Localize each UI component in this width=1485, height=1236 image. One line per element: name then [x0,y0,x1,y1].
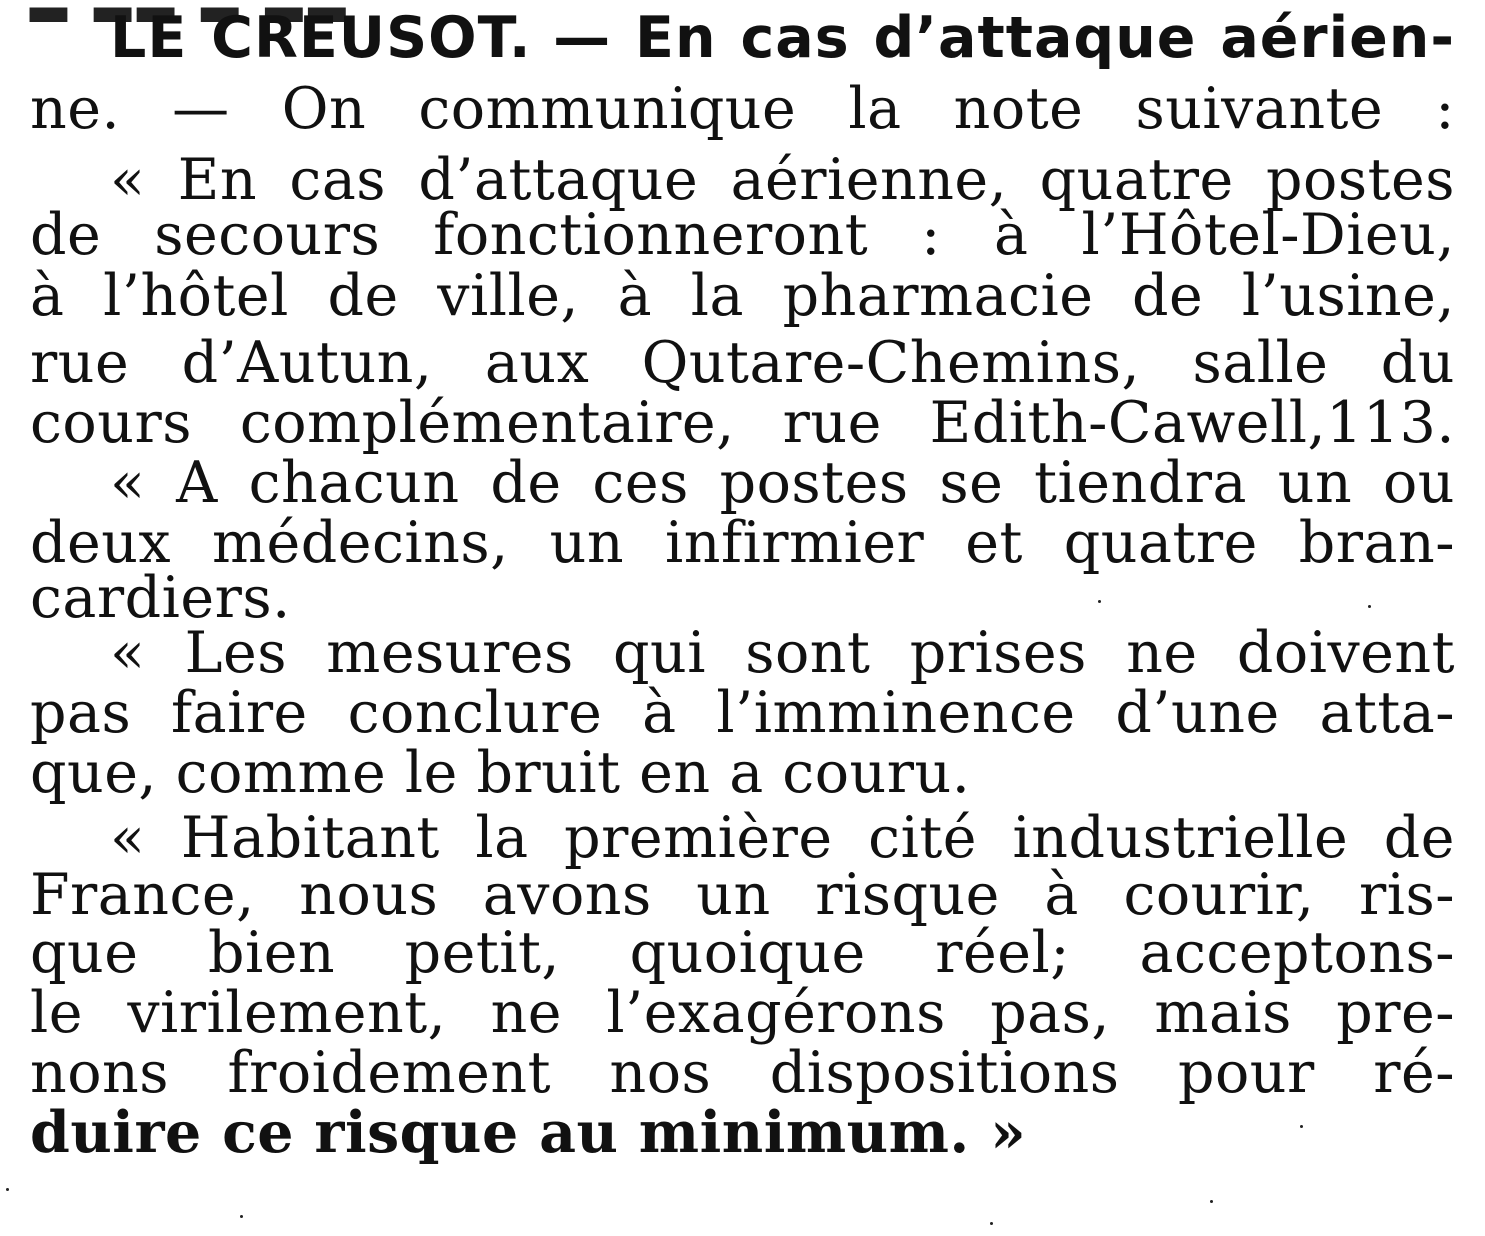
article-line: duire ce risque au minimum. » [30,1099,1027,1166]
headline-rest: — En cas d’attaque aérien- [553,5,1455,71]
article-line: pas faire conclure à l’imminence d’une atta- [30,680,1455,746]
article-line: cours complémentaire, rue Edith-Cawell,113. [30,390,1455,456]
article-line: « A chacun de ces postes se tiendra un ou [110,450,1455,516]
ink-speck [1210,1200,1213,1203]
article-line: rue d’Autun, aux Qutare-Chemins, salle du [30,330,1455,396]
ink-speck [1098,600,1101,603]
article-line: France, nous avons un risque à courir, ris- [30,862,1455,928]
ink-speck [1300,1125,1303,1128]
article-line: que, comme le bruit en a couru. [30,740,971,806]
headline-line [30,5,1455,71]
article-line: « En cas d’attaque aérienne, quatre postes [110,147,1455,213]
article-line: le virilement, ne l’exagérons pas, mais pre- [30,980,1455,1046]
article-line: cardiers. [30,565,291,631]
article-line: nons froidement nos dispositions pour ré- [30,1040,1455,1106]
headline-place: LE CREUSOT. [110,5,532,71]
article-line: que bien petit, quoique réel; acceptons- [30,920,1455,986]
ink-speck [6,1188,9,1191]
article-line: ne. — On communique la note suivante : [30,76,1455,142]
ink-speck [1368,605,1371,608]
article-line: deux médecins, un infirmier et quatre bran- [30,510,1455,576]
article-line: à l’hôtel de ville, à la pharmacie de l’usine, [30,263,1455,329]
article-line: de secours fonctionneront : à l’Hôtel-Dieu, [30,202,1455,268]
article-line: « Les mesures qui sont prises ne doivent [110,620,1455,686]
article-line: « Habitant la première cité industrielle de [110,805,1455,871]
ink-speck [240,1215,243,1218]
ink-speck [990,1222,993,1225]
